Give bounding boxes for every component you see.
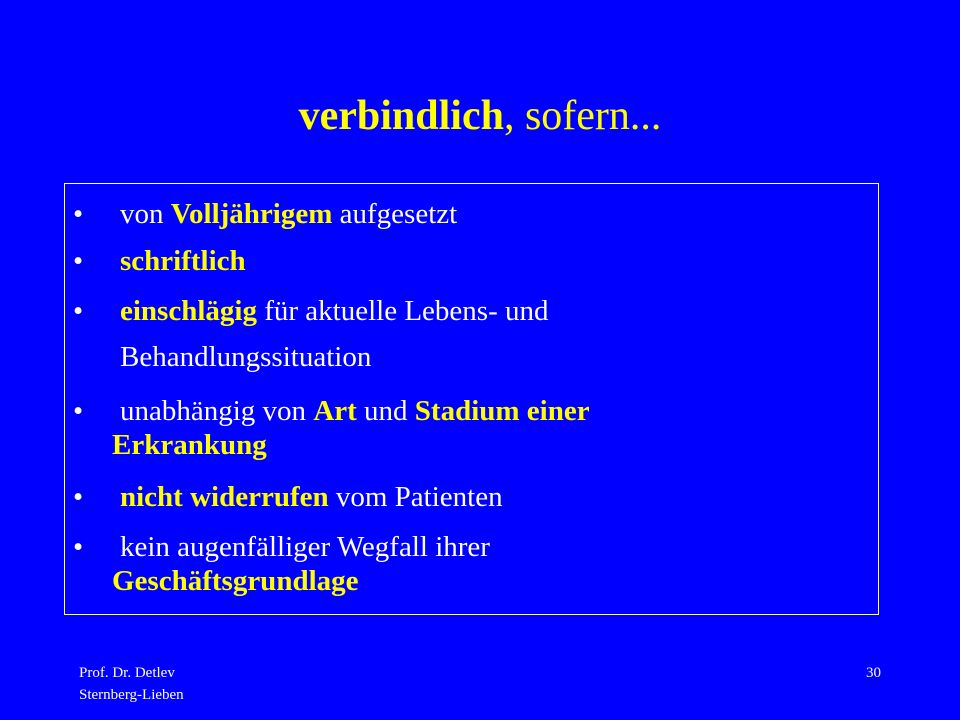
text-highlight: nicht widerrufen [120, 481, 329, 513]
bullet: • [73, 198, 84, 230]
list-item-text [120, 197, 457, 231]
slide-title [0, 88, 960, 144]
bullet: • [73, 531, 84, 563]
text-highlight: Stadium einer [414, 395, 590, 427]
text-plain: aufgesetzt [332, 198, 458, 230]
text-plain: kein augenfälliger Wegfall ihrer [120, 531, 490, 563]
page-number: 30 [866, 665, 881, 681]
text-highlight: Art [313, 395, 357, 427]
text-plain: unabhängig von [120, 395, 314, 427]
bullet: • [73, 295, 84, 327]
list-item-text [120, 394, 590, 428]
list-item-continuation: Geschäftsgrundlage [112, 565, 359, 597]
bullet: • [73, 481, 84, 513]
footer-author [79, 662, 184, 706]
author-line: Prof. Dr. Detlev [79, 665, 175, 681]
list-item-continuation: Erkrankung [112, 429, 267, 461]
bullet: • [73, 395, 84, 427]
list-item-text [120, 244, 246, 278]
list-item-text [120, 530, 490, 564]
list-item-text [120, 480, 503, 514]
text-highlight: einschlägig [120, 295, 257, 327]
list-item-continuation: Behandlungssituation [120, 341, 372, 373]
text-plain: und [356, 395, 415, 427]
text-plain: vom Patienten [328, 481, 503, 513]
title-keyword: verbindlich [298, 93, 504, 139]
text-highlight: schriftlich [120, 245, 246, 277]
conditions-box [64, 183, 879, 615]
list-item-text [120, 294, 548, 328]
text-highlight: Volljährigem [170, 198, 333, 230]
text-plain: für aktuelle Lebens- und [256, 295, 549, 327]
bullet: • [73, 245, 84, 277]
author-line: Sternberg-Lieben [79, 687, 184, 703]
title-rest: , sofern... [503, 93, 662, 139]
text-plain: von [120, 198, 171, 230]
